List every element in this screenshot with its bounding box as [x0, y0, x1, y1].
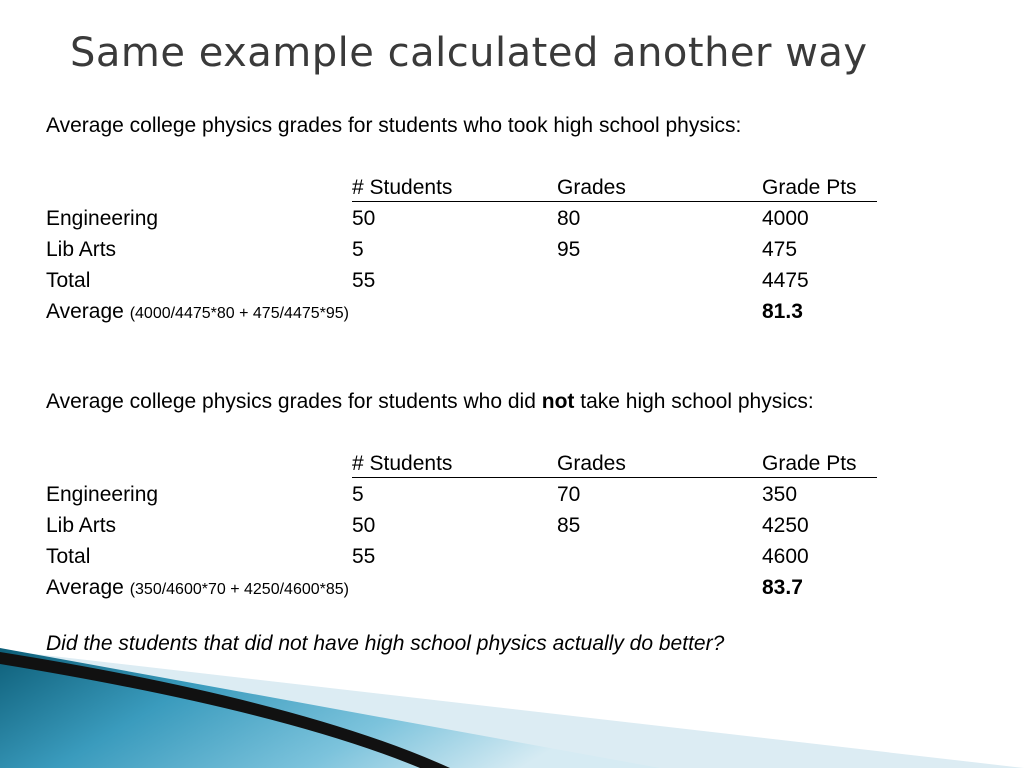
- table-row: [46, 203, 1006, 234]
- cell-grade-pts: 4475: [762, 269, 809, 292]
- table-row: [46, 510, 1006, 541]
- row-label: Total: [46, 269, 91, 292]
- row-label: Total: [46, 545, 91, 568]
- average-value: 83.7: [762, 576, 803, 599]
- average-label-group: [46, 296, 349, 329]
- cell-students: 55: [352, 545, 376, 568]
- intro-text: Average college physics grades for students who did: [46, 390, 542, 413]
- cell-grades: 95: [557, 238, 581, 261]
- section-intro: [46, 110, 1006, 141]
- section-intro: [46, 386, 1006, 417]
- swoosh-decoration: [0, 640, 1024, 768]
- row-label: Lib Arts: [46, 238, 117, 261]
- section-without-hs-physics: [46, 386, 1006, 603]
- intro-text: Average college physics grades for students who took high school physics:: [46, 114, 742, 137]
- cell-students: 5: [352, 238, 364, 261]
- average-value: 81.3: [762, 300, 803, 323]
- row-label: Lib Arts: [46, 514, 117, 537]
- average-label-group: [46, 572, 349, 605]
- header-underline: [352, 201, 877, 202]
- cell-grade-pts: 4600: [762, 545, 809, 568]
- header-students: # Students: [352, 452, 453, 475]
- slide-title: Same example calculated another way: [70, 30, 868, 76]
- header-grades: Grades: [557, 176, 626, 199]
- average-label: Average: [46, 300, 124, 323]
- cell-students: 50: [352, 514, 376, 537]
- average-formula: (350/4600*70 + 4250/4600*85): [129, 581, 349, 598]
- average-row: [46, 572, 1006, 603]
- table-header-row: [46, 448, 1006, 479]
- average-row: [46, 296, 1006, 327]
- header-students: # Students: [352, 176, 453, 199]
- table-row-total: [46, 541, 1006, 572]
- table-row: [46, 234, 1006, 265]
- swoosh-blue-band: [0, 648, 660, 768]
- cell-grades: 85: [557, 514, 581, 537]
- header-grades: Grades: [557, 452, 626, 475]
- table-row: [46, 479, 1006, 510]
- cell-grade-pts: 4000: [762, 207, 809, 230]
- row-label: Engineering: [46, 483, 159, 506]
- average-formula: (4000/4475*80 + 475/4475*95): [129, 305, 349, 322]
- cell-students: 55: [352, 269, 376, 292]
- cell-grade-pts: 4250: [762, 514, 809, 537]
- cell-students: 50: [352, 207, 376, 230]
- cell-grades: 70: [557, 483, 581, 506]
- header-underline: [352, 477, 877, 478]
- closing-question: Did the students that did not have high school physics actually do better?: [46, 632, 725, 655]
- section-with-hs-physics: [46, 110, 1006, 327]
- average-label: Average: [46, 576, 124, 599]
- table-row-total: [46, 265, 1006, 296]
- cell-students: 5: [352, 483, 364, 506]
- table-header-row: [46, 172, 1006, 203]
- header-grade-pts: Grade Pts: [762, 452, 857, 475]
- intro-emphasis: not: [541, 390, 575, 413]
- row-label: Engineering: [46, 207, 159, 230]
- cell-grade-pts: 350: [762, 483, 798, 506]
- header-grade-pts: Grade Pts: [762, 176, 857, 199]
- cell-grades: 80: [557, 207, 581, 230]
- cell-grade-pts: 475: [762, 238, 798, 261]
- intro-text-end: take high school physics:: [574, 390, 814, 413]
